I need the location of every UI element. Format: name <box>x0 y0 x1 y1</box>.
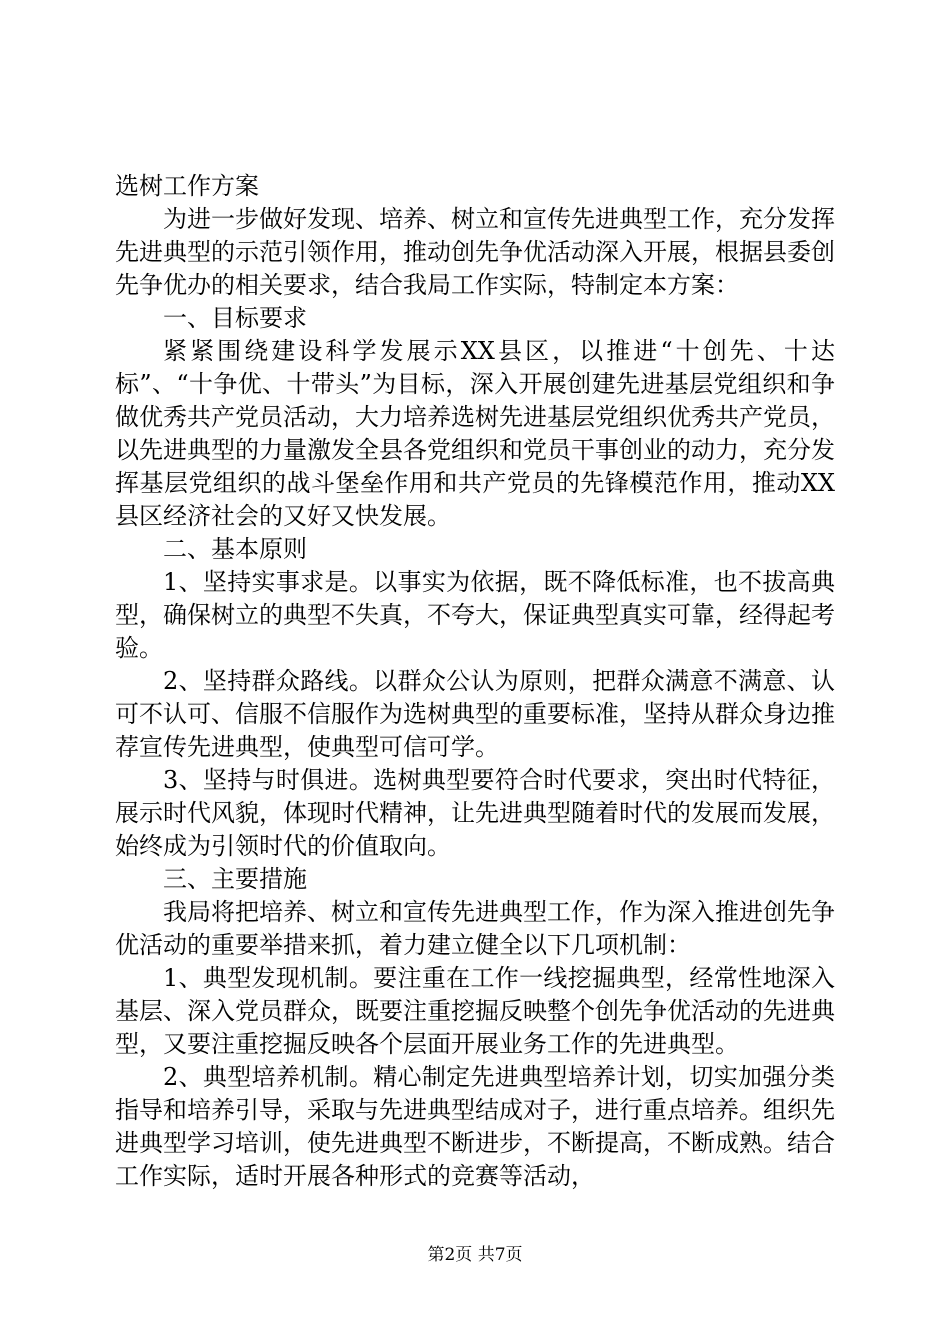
section-heading-measures: 三、主要措施 <box>163 865 307 893</box>
measure-item-1: 1、典型发现机制。要注重在工作一线挖掘典型，经常性地深入基层、深入党员群众，既要注重挖掘反映整个创先争优活动的先进典型，又要注重挖掘反映各个层面开展业务工作的先进典型。 <box>115 964 835 1058</box>
section-heading-principles: 二、基本原则 <box>163 535 307 563</box>
section-heading-goals: 一、目标要求 <box>163 304 307 332</box>
goals-paragraph: 紧紧围绕建设科学发展示XX县区，以推进“十创先、十达标”、“十争优、十带头”为目标，深入开展创建先进基层党组织和争做优秀共产党员活动，大力培养选树先进基层党组织优秀共产党员，以先进典型的力量激发全县各党组织和党员干事创业的动力，充分发挥基层党组织的战斗堡垒作用和共产党员的先锋模范作用，推动XX县区经济社会的又好又快发展。 <box>115 337 835 530</box>
principle-item-2: 2、坚持群众路线。以群众公认为原则，把群众满意不满意、认可不认可、信服不信服作为选树典型的重要标准，坚持从群众身边推荐宣传先进典型，使典型可信可学。 <box>115 667 835 761</box>
intro-paragraph: 为进一步做好发现、培养、树立和宣传先进典型工作，充分发挥先进典型的示范引领作用，推动创先争优活动深入开展，根据县委创先争优办的相关要求，结合我局工作实际，特制定本方案： <box>115 205 835 299</box>
principle-item-3: 3、坚持与时俱进。选树典型要符合时代要求，突出时代特征，展示时代风貌，体现时代精神，让先进典型随着时代的发展而发展，始终成为引领时代的价值取向。 <box>115 766 835 860</box>
measure-item-2: 2、典型培养机制。精心制定先进典型培养计划，切实加强分类指导和培养引导，采取与先进典型结成对子，进行重点培养。组织先进典型学习培训，使先进典型不断进步，不断提高，不断成熟。结合工作实际，适时开展各种形式的竞赛等活动， <box>115 1063 835 1190</box>
document-title: 选树工作方案 <box>115 172 259 200</box>
document-body <box>115 170 835 1193</box>
principle-item-1: 1、坚持实事求是。以事实为依据，既不降低标准，也不拔高典型，确保树立的典型不失真，不夸大，保证典型真实可靠，经得起考验。 <box>115 568 835 662</box>
measures-intro-paragraph: 我局将把培养、树立和宣传先进典型工作，作为深入推进创先争优活动的重要举措来抓，着力建立健全以下几项机制： <box>115 898 835 959</box>
page-number-footer: 第2页 共7页 <box>427 1245 523 1265</box>
